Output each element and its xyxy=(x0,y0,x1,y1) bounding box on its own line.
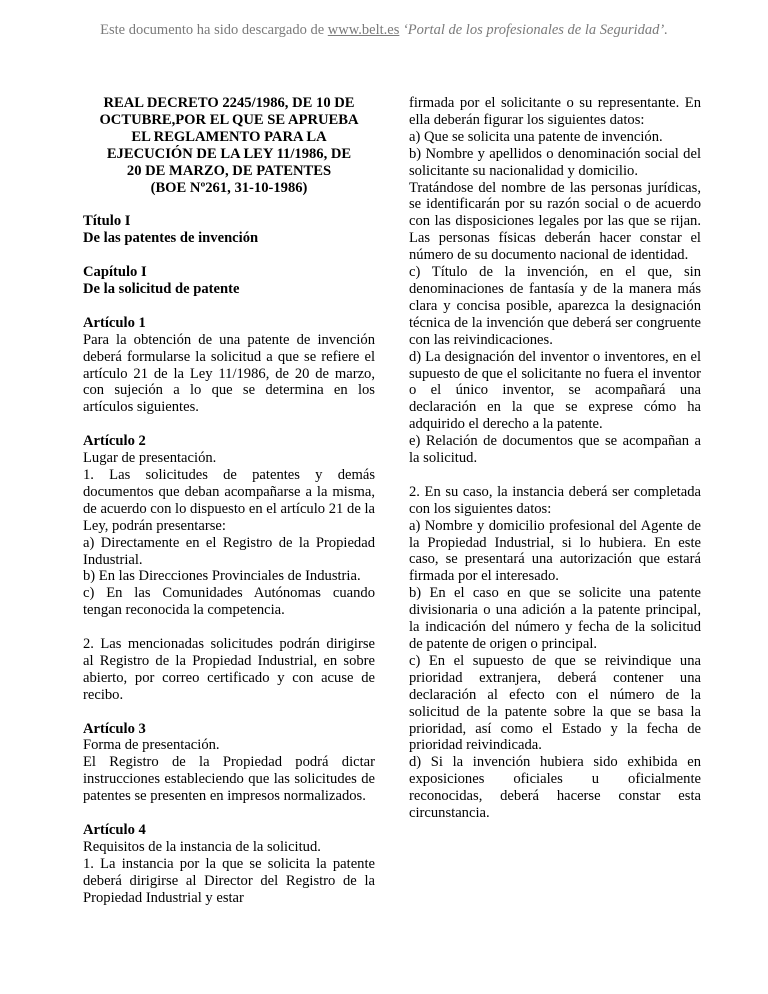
article-2-item-c: c) En las Comunidades Autónomas cuando tengan reconocida la competencia. xyxy=(83,585,375,619)
header-link[interactable]: www.belt.es xyxy=(327,22,400,38)
header-slogan: ‘Portal de los profesionales de la Seguridad’. xyxy=(402,22,668,38)
title-line: 20 DE MARZO, DE PATENTES xyxy=(126,162,332,179)
article-4-paragraph-2-item-b: b) En el caso en que se solicite una patente divisionaria o una adición a la patente principal, la indicación del número y fecha de la solicitud de patente de origen o principal. xyxy=(409,585,701,652)
page-header xyxy=(0,22,768,39)
article-2-subtitle: Lugar de presentación. xyxy=(83,450,217,467)
article-2-heading: Artículo 2 xyxy=(83,433,146,450)
article-4-subtitle: Requisitos de la instancia de la solicitud. xyxy=(83,838,321,855)
article-4-item-b: b) Nombre y apellidos o denominación social del solicitante su nacionalidad y domicilio. xyxy=(409,145,701,179)
article-4-paragraph-2-item-a: a) Nombre y domicilio profesional del Agente de la Propiedad Industrial, si lo hubiera. En este caso, se presentará una autorización que estará firmada por el interesado. xyxy=(409,517,701,585)
article-1-heading: Artículo 1 xyxy=(83,314,146,331)
article-4-paragraph-2-item-d: d) Si la invención hubiera sido exhibida en exposiciones oficiales u oficialmente reconocidas, deberá hacerse constar esta circunstancia. xyxy=(409,754,701,822)
header-prefix: Este documento ha sido descargado de xyxy=(100,22,325,38)
article-4-paragraph-2-item-c: c) En el supuesto de que se reivindique una prioridad extranjera, deberá contener una declaración al efecto con el número de la solicitud de la patente sobre la que se basa la prioridad, así como el Estado y la fecha de prioridad reivindicada. xyxy=(409,652,701,754)
article-4-paragraph-1: 1. La instancia por la que se solicita la patente deberá dirigirse al Director del Registro de la Propiedad Industrial y estar xyxy=(83,855,375,906)
document-title xyxy=(83,95,375,196)
article-4-item-a: a) Que se solicita una patente de invención. xyxy=(409,128,663,145)
article-3-subtitle: Forma de presentación. xyxy=(83,737,220,754)
title-line: REAL DECRETO 2245/1986, DE 10 DE xyxy=(103,95,355,111)
article-3-body: El Registro de la Propiedad podrá dictar instrucciones estableciendo que las solicitudes de patentes se presenten en impresos normalizados. xyxy=(83,754,375,805)
titulo-name: De las patentes de invención xyxy=(83,230,259,247)
article-4-heading: Artículo 4 xyxy=(83,821,146,838)
title-line: EJECUCIÓN DE LA LEY 11/1986, DE xyxy=(106,145,352,162)
article-2-item-b: b) En las Direcciones Provinciales de Industria. xyxy=(83,568,361,585)
title-line: (BOE Nº261, 31-10-1986) xyxy=(150,179,308,196)
capitulo-name: De la solicitud de patente xyxy=(83,281,240,298)
article-4-paragraph-2: 2. En su caso, la instancia deberá ser completada con los siguientes datos: xyxy=(409,483,701,517)
article-2-paragraph-2: 2. Las mencionadas solicitudes podrán dirigirse al Registro de la Propiedad Industrial, en sobre abierto, por correo certificado y con acuse de recibo. xyxy=(83,636,375,703)
article-2-item-a: a) Directamente en el Registro de la Propiedad Industrial. xyxy=(83,534,375,568)
left-column xyxy=(83,95,375,907)
article-4-item-d: d) La designación del inventor o inventores, en el supuesto de que el solicitante no fuera el inventor o el único inventor, se acompañará una declaración en la que se exprese cómo ha adquirido el derecho a la patente. xyxy=(409,348,701,433)
article-1-body: Para la obtención de una patente de invención deberá formularse la solicitud a que se refiere el artículo 21 de la Ley 11/1986, de 20 de marzo, con sujeción a lo que se determina en los artículos siguientes. xyxy=(83,331,375,416)
right-column xyxy=(409,95,701,822)
article-4-item-e: e) Relación de documentos que se acompañan a la solicitud. xyxy=(409,433,701,467)
title-line: OCTUBRE,POR EL QUE SE APRUEBA xyxy=(99,111,359,128)
titulo-number: Título I xyxy=(83,213,131,230)
capitulo-number: Capítulo I xyxy=(83,264,147,281)
article-4-item-c: c) Título de la invención, en el que, sin denominaciones de fantasía y de la manera más clara y concisa posible, aparezca la designación técnica de la invención que deberá ser congruente con las reivindicaciones. xyxy=(409,264,701,348)
article-2-paragraph-1: 1. Las solicitudes de patentes y demás documentos que deban acompañarse a la misma, de acuerdo con lo dispuesto en el artículo 21 de la Ley, podrán presentarse: xyxy=(83,466,375,534)
article-4-item-b-note: Tratándose del nombre de las personas jurídicas, se identificarán por su razón social o de acuerdo con las disposiciones legales por las que se rijan. Las personas físicas deberán hacer constar el número de su documento nacional de identidad. xyxy=(409,179,701,264)
article-4-paragraph-1-cont: firmada por el solicitante o su representante. En ella deberán figurar los siguientes datos: xyxy=(409,95,701,128)
article-3-heading: Artículo 3 xyxy=(83,720,146,737)
title-line: EL REGLAMENTO PARA LA xyxy=(131,128,327,145)
